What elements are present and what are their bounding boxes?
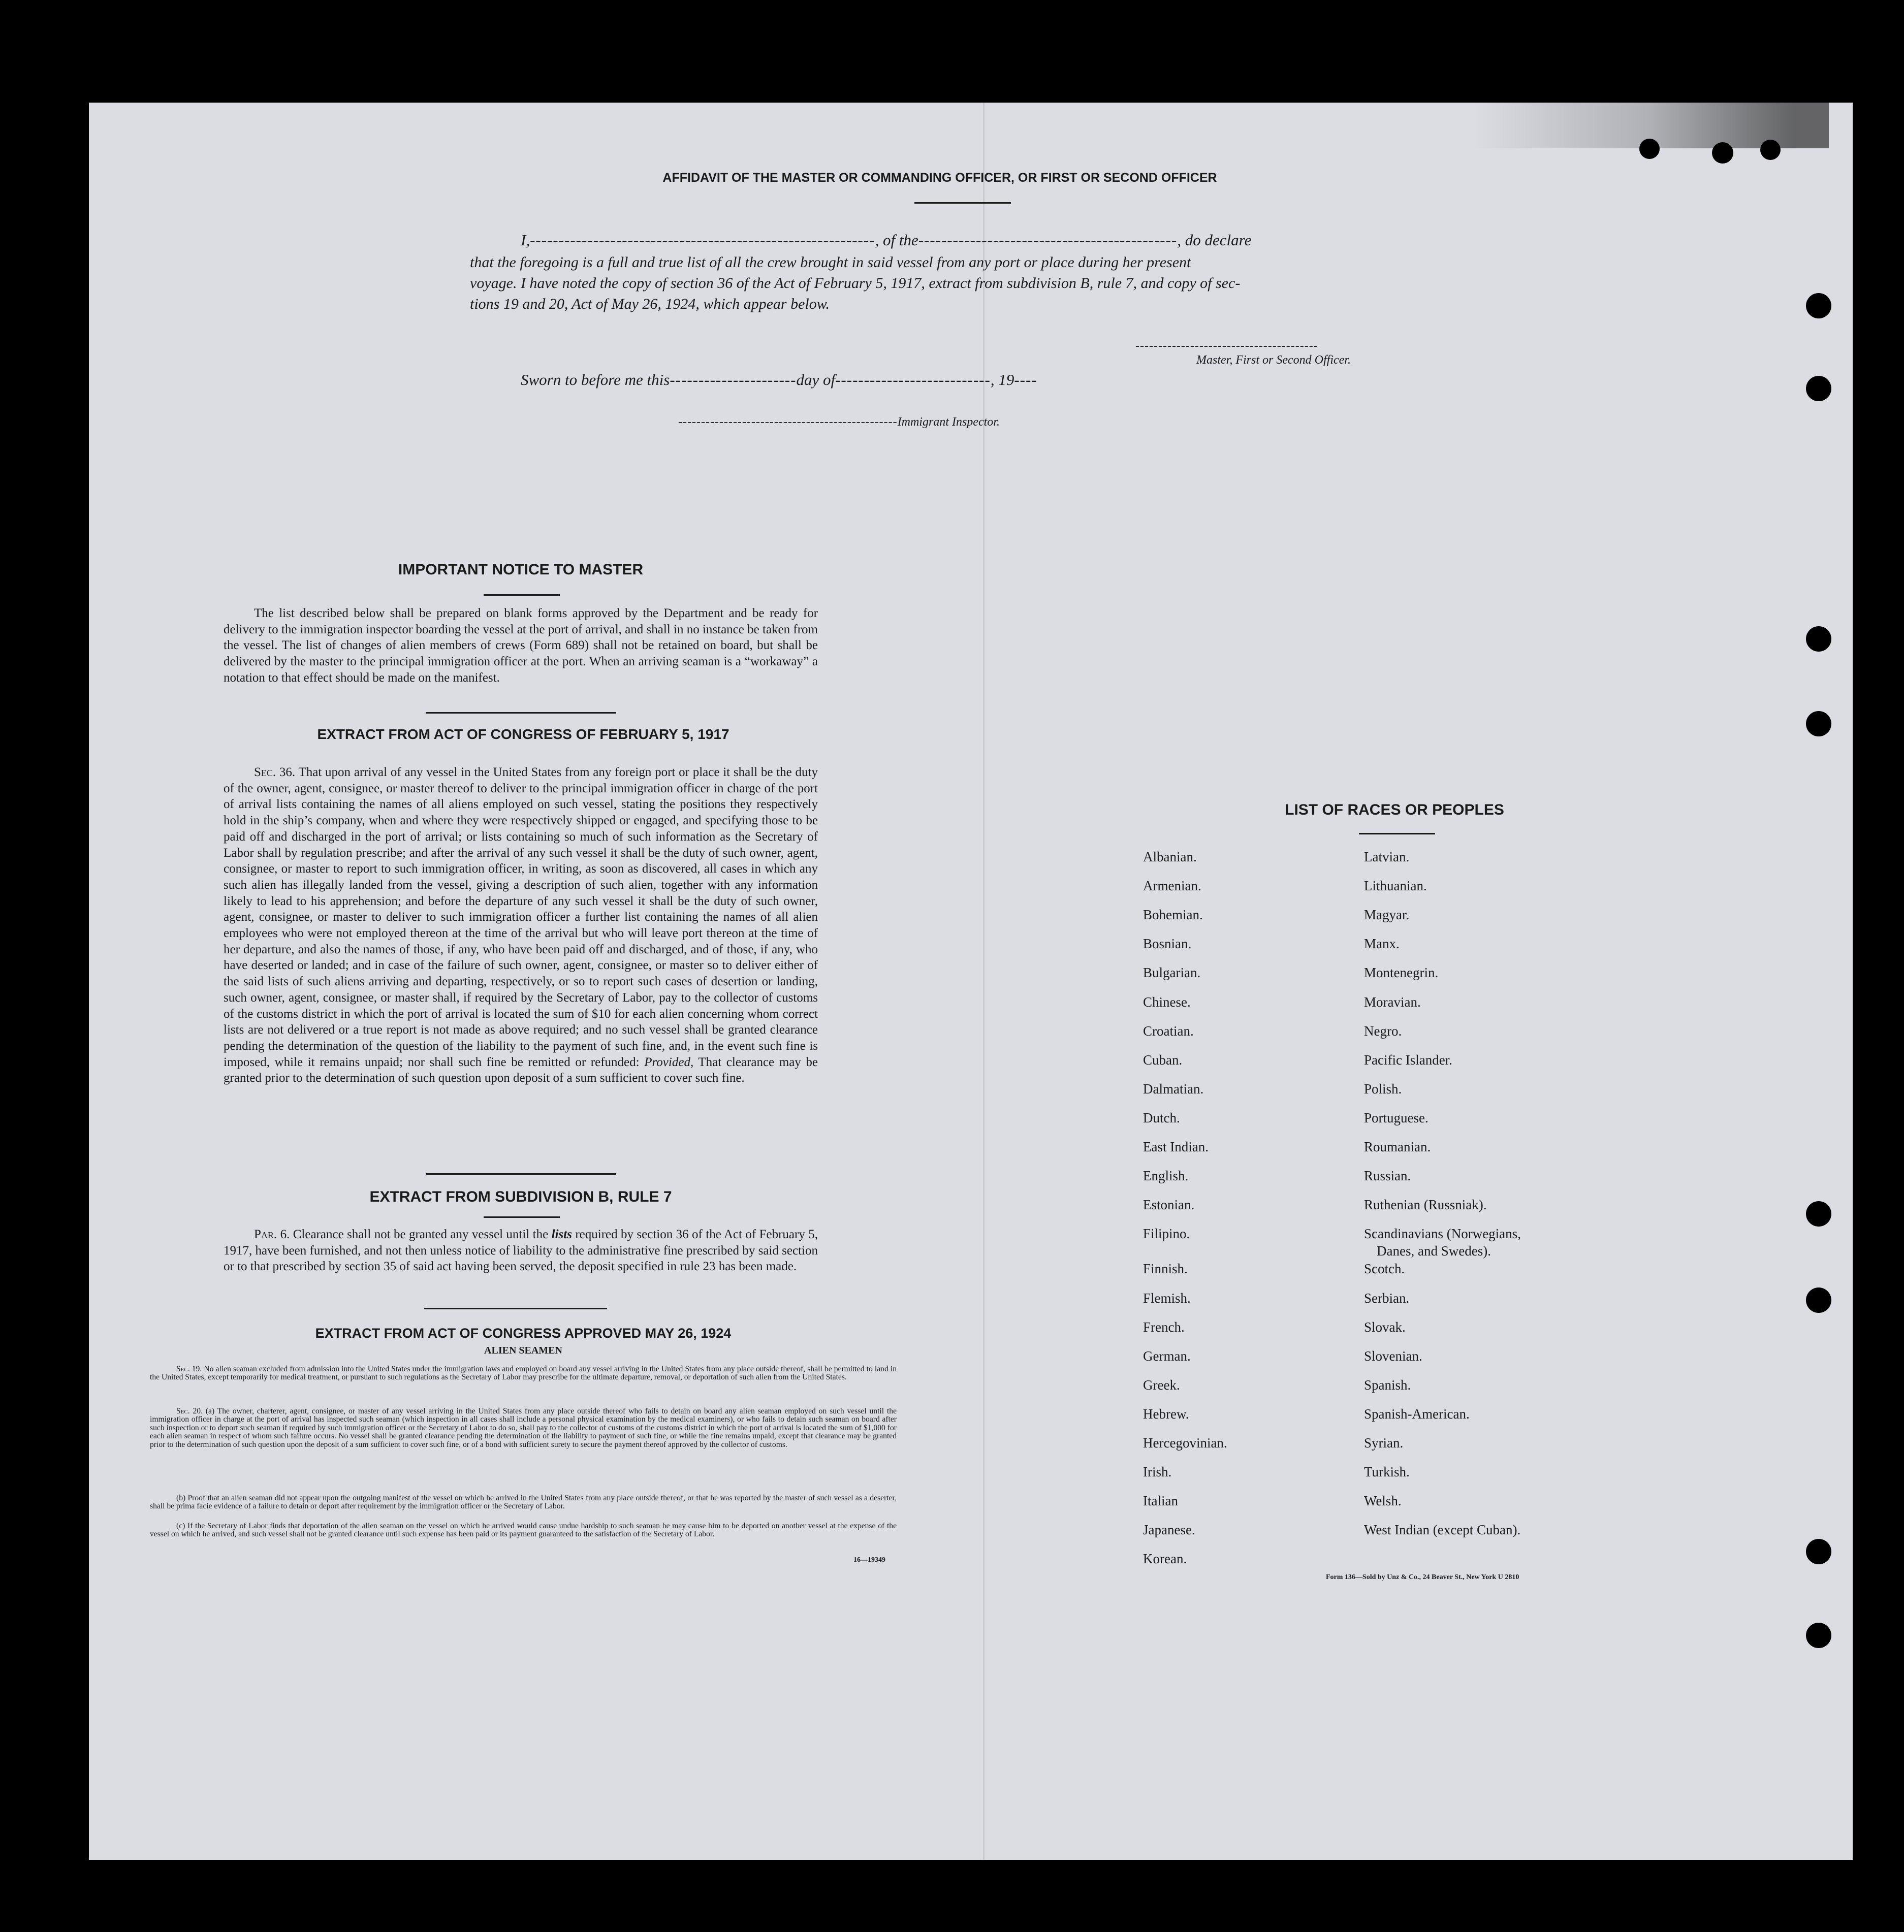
race-item: Irish. <box>1143 1464 1172 1480</box>
race-item: Manx. <box>1364 936 1400 952</box>
race-item: Bosnian. <box>1143 936 1192 952</box>
section-19-label: Sec. 19. <box>176 1365 202 1373</box>
race-item: Spanish-American. <box>1364 1406 1470 1422</box>
section-36-label: Sec. 36. <box>254 765 296 779</box>
race-item: Albanian. <box>1143 849 1197 864</box>
race-item: Armenian. <box>1143 878 1201 894</box>
race-item: Lithuanian. <box>1364 878 1427 894</box>
race-item: Scotch. <box>1364 1261 1405 1277</box>
title-underline <box>914 202 1011 204</box>
notice-divider <box>426 712 616 714</box>
affidavit-line-4: tions 19 and 20, Act of May 26, 1924, which appear below. <box>470 296 830 312</box>
race-item: Syrian. <box>1364 1435 1404 1451</box>
section-36-proviso: That clearance may be granted prior to the determination of such question upon deposit of a sum sufficient to cover such fine. <box>224 1055 818 1085</box>
race-item: Magyar. <box>1364 907 1410 923</box>
punch-hole <box>1806 1287 1831 1313</box>
par-6-body-a: Clearance shall not be granted any vessel until the <box>293 1228 549 1241</box>
section-20b-text: (b) Proof that an alien seaman did not appear upon the outgoing manifest of the vessel on which he arrived in the United States from any place outside thereof, or that he was reported by the master of such vessel as a deserter, shall be prima facie evidence of a failure to detain or deport after requirement by the immigration officer or the Secretary of Labor. <box>150 1494 897 1511</box>
section-20-label: Sec. 20. <box>176 1407 203 1415</box>
race-item: Roumanian. <box>1364 1139 1431 1154</box>
punch-hole <box>1806 1201 1831 1227</box>
race-item: Japanese. <box>1143 1522 1195 1538</box>
race-item: Pacific Islander. <box>1364 1052 1452 1068</box>
race-item: Cuban. <box>1143 1052 1183 1068</box>
affidavit-line-2: that the foregoing is a full and true list of all the crew brought in said vessel from any port or place during her present <box>470 254 1191 271</box>
race-item: Moravian. <box>1364 994 1421 1010</box>
notice-title-underline <box>484 594 560 596</box>
punch-hole <box>1806 1623 1831 1648</box>
race-item: French. <box>1143 1319 1185 1335</box>
race-item: Scandinavians (Norwegians, <box>1364 1226 1521 1242</box>
rule7-title-underline <box>484 1216 560 1218</box>
races-title: LIST OF RACES OR PEOPLES <box>1285 801 1504 818</box>
affidavit-title: AFFIDAVIT OF THE MASTER OR COMMANDING OFFICER, OR FIRST OR SECOND OFFICER <box>662 171 1217 185</box>
notice-text: The list described below shall be prepared on blank forms approved by the Department and be ready for delivery to the immigration inspector boarding the vessel at the port of arrival, and shall in no instance be taken from the vessel. The list of changes of alien members of crews (Form 689) shall not be retained on board, but shall be delivered by the master to the principal immigration officer at the port. When an arriving seaman is a “workaway” a notation to that effect should be made on the manifest. <box>224 606 818 685</box>
day-of-label: day of <box>796 371 836 389</box>
race-item: Welsh. <box>1364 1493 1402 1509</box>
race-item: Russian. <box>1364 1168 1411 1184</box>
punch-hole <box>1639 139 1660 159</box>
race-item: Negro. <box>1364 1023 1402 1039</box>
rule7-text <box>224 1227 818 1275</box>
punch-hole <box>1806 376 1831 401</box>
race-item: Bohemian. <box>1143 907 1203 923</box>
notice-title: IMPORTANT NOTICE TO MASTER <box>398 561 644 578</box>
par-6-body-b: required by section 36 of the Act of February 5, 1917, have been furnished, and not then unless notice of liability to the administrative fine prescribed by said section or to that prescribed by section 35 of said act having been served, the deposit specified in rule 23 has been made. <box>224 1228 818 1274</box>
race-item: Chinese. <box>1143 994 1191 1010</box>
vessel-name-blank: --------------------------------------------- <box>918 231 1178 249</box>
punch-hole <box>1760 140 1781 160</box>
races-title-underline <box>1359 833 1435 834</box>
race-item: Spanish. <box>1364 1377 1411 1393</box>
race-item: East Indian. <box>1143 1139 1209 1154</box>
race-item: Estonian. <box>1143 1197 1195 1213</box>
page-fold-line <box>983 103 985 1860</box>
race-item: Bulgarian. <box>1143 965 1201 981</box>
punch-hole <box>1806 626 1831 652</box>
race-item: Finnish. <box>1143 1261 1188 1277</box>
sworn-label: Sworn to before me this <box>521 371 670 389</box>
race-item: Danes, and Swedes). <box>1377 1243 1491 1259</box>
rule7-title: EXTRACT FROM SUBDIVISION B, RULE 7 <box>369 1188 672 1205</box>
section-20a-body: (a) The owner, charterer, agent, consignee, or master of any vessel arriving in the United States from any place outside thereof who fails to detain on board any alien seaman employed on such vessel until the immigration officer in charge at the port of arrival has inspected such seaman (which inspection in all cases shall include a personal physical examination by the medical examiners), or who fails to detain such seaman on board after such inspection or to deport such seaman if required by such immigration officer or the Secretary of Labor to do so, shall pay to the collector of customs of the customs district in which the port of arrival is located the sum of $1,000 for each alien seaman in respect of whom such failure occurs. No vessel shall be granted clearance pending the determination of the liability to payment of such fine, or while the fine remains unpaid, except that clearance may be granted prior to the determination of such question upon the deposit of a sum sufficient to cover such fine, or of a bond with sufficient surety to secure the payment thereof approved by the collector of customs. <box>150 1407 897 1449</box>
sworn-month-blank: --------------------------- <box>835 371 991 389</box>
sworn-day-blank: ---------------------- <box>670 371 797 389</box>
section-19-body: No alien seaman excluded from admission into the United States under the immigration laws and employed on board any vessel arriving in the United States from any place outside thereof, shall be permitted to land in the United States, except temporarily for medical treatment, or pursuant to such regulations as the Secretary of Labor may prescribe for the ultimate departure, removal, or deportation of such alien from the United States. <box>150 1365 897 1382</box>
declarant-name-blank: ------------------------------------------------------------ <box>530 231 875 249</box>
lists-emphasis: lists <box>551 1228 572 1241</box>
par-6-label: Par. 6. <box>254 1228 290 1241</box>
section-20a-text <box>150 1407 897 1449</box>
extract-1924-title: EXTRACT FROM ACT OF CONGRESS APPROVED MAY 26, 1924 <box>315 1326 732 1341</box>
punch-hole <box>1806 711 1831 736</box>
race-item: Dalmatian. <box>1143 1081 1204 1097</box>
printer-code: 16—19349 <box>853 1556 885 1564</box>
race-item: German. <box>1143 1348 1191 1364</box>
year-prefix: , 19 <box>990 371 1014 389</box>
extract-1917-title: EXTRACT FROM ACT OF CONGRESS OF FEBRUARY 5, 1917 <box>317 726 729 742</box>
master-signature-blank: ---------------------------------------- <box>1135 339 1318 352</box>
alien-seamen-subtitle: ALIEN SEAMEN <box>484 1345 562 1356</box>
section-19-text <box>150 1365 897 1382</box>
punch-hole <box>1806 293 1831 318</box>
race-item: Flemish. <box>1143 1290 1191 1306</box>
extract-1917-divider <box>426 1173 616 1175</box>
race-item: Korean. <box>1143 1551 1187 1567</box>
race-item: Italian <box>1143 1493 1178 1509</box>
race-item: Croatian. <box>1143 1023 1194 1039</box>
declare-label: , do declare <box>1177 231 1252 249</box>
race-item: Latvian. <box>1364 849 1410 864</box>
inspector-label: Immigrant Inspector. <box>897 415 1000 429</box>
race-item: Slovenian. <box>1364 1348 1422 1364</box>
race-item: Serbian. <box>1364 1290 1410 1306</box>
declarant-prefix: I, <box>521 231 530 249</box>
inspector-signature-blank: ------------------------------------------------ <box>678 415 898 429</box>
race-item: Dutch. <box>1143 1110 1180 1125</box>
race-item: Filipino. <box>1143 1226 1190 1242</box>
provided-label: Provided, <box>644 1055 694 1069</box>
race-item: Hercegovinian. <box>1143 1435 1227 1451</box>
race-item: Greek. <box>1143 1377 1180 1393</box>
sworn-line <box>521 371 1037 389</box>
rule7-divider <box>424 1308 607 1309</box>
race-item: Ruthenian (Russniak). <box>1364 1197 1487 1213</box>
race-item: Slovak. <box>1364 1319 1406 1335</box>
punch-hole <box>1806 1539 1831 1564</box>
race-item: Polish. <box>1364 1081 1402 1097</box>
race-item: Montenegrin. <box>1364 965 1439 981</box>
inspector-line <box>678 415 1000 429</box>
race-item: West Indian (except Cuban). <box>1364 1522 1521 1538</box>
race-item: Hebrew. <box>1143 1406 1189 1422</box>
extract-1917-text <box>224 764 818 1086</box>
punch-hole <box>1712 142 1733 164</box>
affidavit-line-3: voyage. I have noted the copy of section 36 of the Act of February 5, 1917, extract from subdivision B, rule 7, and copy of sec- <box>470 275 1241 292</box>
race-item: English. <box>1143 1168 1189 1184</box>
form-note: Form 136—Sold by Unz & Co., 24 Beaver St., New York U 2810 <box>1326 1573 1519 1581</box>
of-the-label: , of the <box>875 231 918 249</box>
affidavit-declaration-line <box>521 231 1455 249</box>
section-36-body: That upon arrival of any vessel in the United States from any foreign port or place it shall be the duty of the owner, agent, consignee, or master thereof to deliver to the principal immigration officer in charge of the port of arrival lists containing the names of all aliens employed on such vessel, stating the positions they respectively hold in the ship’s company, when and where they were respectively shipped or engaged, and specifying those to be paid off and discharged in the port of arrival; or lists containing so much of such information as the Secretary of Labor shall by regulation prescribe; and after the arrival of any such vessel it shall be the duty of such owner, agent, consignee, or master to report to such immigration officer, in writing, as soon as discovered, all cases in which any such alien has illegally landed from the vessel, giving a description of such alien, together with any information likely to lead to his apprehension; and before the departure of any such vessel it shall be the duty of such owner, agent, consignee, or master to deliver to such immigration officer a further list containing the names of all alien employees who were not employed thereon at the time of the arrival but who will leave port thereon at the time of her departure, and also the names of those, if any, who have been paid off and discharged, and of those, if any, who have deserted or landed; and in case of the failure of such owner, agent, consignee, or master so to deliver either of the said lists of such aliens arriving and departing, respectively, or so to report such cases of desertion or landing, such owner, agent, consignee, or master shall, if required by the Secretary of Labor, pay to the collector of customs of the customs district in which the port of arrival is located the sum of $10 for each alien concerning whom correct lists are not delivered or a true report is not made as above required; and no such vessel shall be granted clearance pending the determination of the question of the liability to the payment of such fine, and, in the event such fine is imposed, while it remains unpaid; nor shall such fine be remitted or refunded: <box>224 765 818 1069</box>
master-signature-label: Master, First or Second Officer. <box>1196 353 1351 367</box>
section-20c-text: (c) If the Secretary of Labor finds that deportation of the alien seaman on the vessel on which he arrived would cause undue hardship to such seaman he may cause him to be deported on another vessel at the expense of the vessel on which he arrived, and such vessel shall not be granted clearance until such expense has been paid or its payment guaranteed to the satisfaction of the Secretary of Labor. <box>150 1522 897 1539</box>
race-item: Portuguese. <box>1364 1110 1429 1125</box>
race-item: Turkish. <box>1364 1464 1410 1480</box>
sworn-year-blank: ---- <box>1014 371 1037 389</box>
